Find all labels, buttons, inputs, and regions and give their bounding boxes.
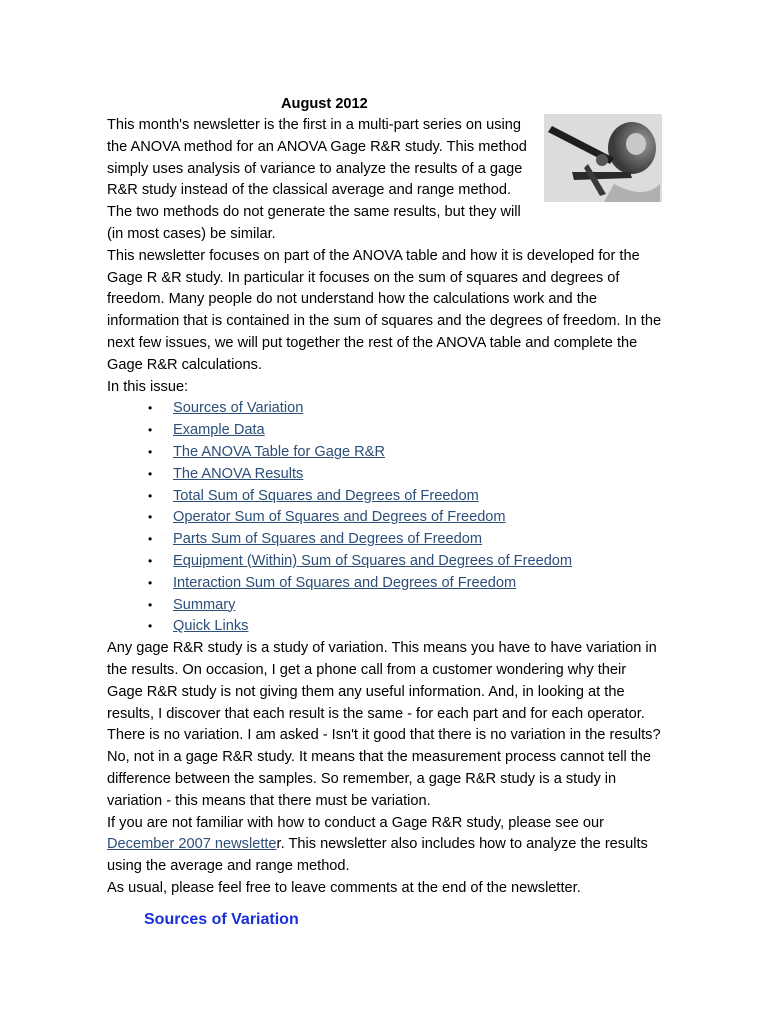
- toc-link-summary[interactable]: Summary: [173, 596, 236, 613]
- toc-link-sources-of-variation[interactable]: Sources of Variation: [173, 400, 304, 417]
- toc-item-total-ss: [107, 486, 663, 508]
- intro-line-3: method simply uses analysis of variance to analyze the results of: [107, 138, 527, 177]
- toc-link-parts-ss[interactable]: Parts Sum of Squares and Degrees of Freedom: [173, 531, 483, 548]
- focus-paragraph: This newsletter focuses on part of the ANOVA table and how it is developed for the Gage R &R study. In particular it focuses on the sum of squares and degrees of freedom. Many people do not understand how the calculations work and the information that is contained in the sum of squares and the degrees of freedom. In the next few issues, we will put together the rest of the ANOVA table and complete the Gage R&R calculations.: [107, 247, 662, 373]
- toc-item-interaction-ss: [107, 573, 663, 595]
- newsletter-body: [107, 93, 663, 900]
- caliper-gage-icon: [544, 114, 662, 202]
- toc-link-interaction-ss[interactable]: Interaction Sum of Squares and Degrees of Freedom: [173, 574, 517, 591]
- familiar-paragraph: [107, 813, 663, 878]
- toc-item-parts-ss: [107, 529, 663, 551]
- toc-link-quick-links[interactable]: Quick Links: [173, 618, 249, 635]
- bullet-icon: •: [148, 401, 153, 416]
- in-this-issue-label: In this issue:: [107, 378, 189, 395]
- variation-paragraph: Any gage R&R study is a study of variation. This means you have to have variation in the results. On occasion, I get a phone call from a customer wondering why their Gage R&R study is not giving them any useful information. And, in looking at the results, I discover that each result is the same - for each part and for each operator. There is no variation. I am asked - Isn't it good that there is no variation in the results? No, not in a gage R&R study. It means that the measurement process cannot tell the difference between the samples. So remember, a gage R&R study is a study in variation - this means that there must be variation.: [107, 640, 661, 809]
- bullet-icon: •: [148, 619, 153, 634]
- bullet-icon: •: [148, 575, 153, 590]
- bullet-icon: •: [148, 532, 153, 547]
- toc-item-summary: [107, 595, 663, 617]
- intro-line-6: they will (in most cases) be similar.: [107, 204, 521, 242]
- bullet-icon: •: [148, 466, 153, 481]
- newsletter-date: August 2012: [281, 96, 368, 112]
- bullet-icon: •: [148, 423, 153, 438]
- gage-instrument-photo: [544, 114, 662, 202]
- toc-item-example-data: [107, 420, 663, 442]
- familiar-text-before: If you are not familiar with how to conduct a Gage R&R study, please see our: [107, 814, 604, 831]
- toc-item-anova-results: [107, 464, 663, 486]
- toc-link-total-ss[interactable]: Total Sum of Squares and Degrees of Freedom: [173, 487, 479, 504]
- toc-link-operator-ss[interactable]: Operator Sum of Squares and Degrees of Freedom: [173, 509, 506, 526]
- toc-item-sources-of-variation: [107, 398, 663, 420]
- bullet-icon: •: [148, 444, 153, 459]
- toc-link-anova-results[interactable]: The ANOVA Results: [173, 465, 304, 482]
- intro-line-2: the ANOVA method for an ANOVA Gage R&R study. This: [107, 138, 475, 155]
- bullet-icon: •: [148, 597, 153, 612]
- toc-item-quick-links: [107, 616, 663, 638]
- december-2007-newsletter-link[interactable]: December 2007 newslette: [107, 836, 277, 853]
- toc-link-anova-table[interactable]: The ANOVA Table for Gage R&R: [173, 443, 385, 460]
- familiar-text-after: r. This newsletter also includes how to analyze the results using the average and range method.: [107, 836, 648, 875]
- toc-link-equipment-ss[interactable]: Equipment (Within) Sum of Squares and Degrees of Freedom: [173, 552, 573, 569]
- toc-item-equipment-ss: [107, 551, 663, 573]
- comments-paragraph: As usual, please feel free to leave comments at the end of the newsletter.: [107, 879, 581, 896]
- bullet-icon: •: [148, 553, 153, 568]
- table-of-contents: [107, 398, 663, 638]
- intro-line-4: a gage R&R study instead of the classical average and range: [107, 160, 523, 199]
- toc-item-operator-ss: [107, 507, 663, 529]
- bullet-icon: •: [148, 488, 153, 503]
- intro-section: [107, 115, 663, 246]
- toc-link-example-data[interactable]: Example Data: [173, 422, 265, 439]
- intro-line-5: method. The two methods do not generate the same results, but: [107, 182, 512, 221]
- section-heading-sources-of-variation: Sources of Variation: [144, 911, 299, 928]
- bullet-icon: •: [148, 510, 153, 525]
- toc-item-anova-table: [107, 442, 663, 464]
- intro-line-1: This month's newsletter is the first in a multi-part series on using: [107, 117, 522, 133]
